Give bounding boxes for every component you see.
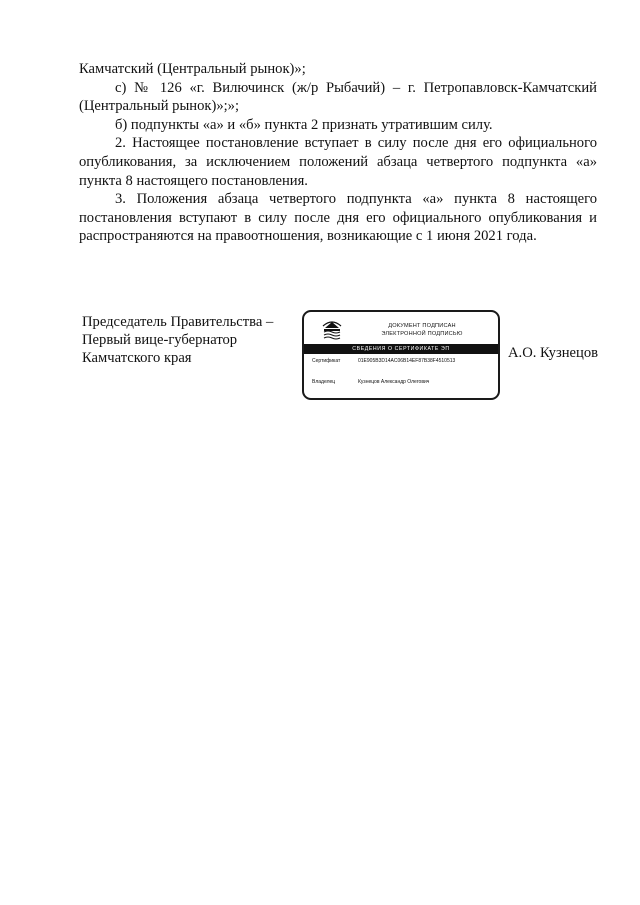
owner-value: Кузнецов Александр Олегович xyxy=(358,379,430,385)
paragraph-clause-2: 2. Настоящее постановление вступает в силу после дня его официального опубликования, за исключением положений абзаца четвертого подпункта «а» пункта 8 настоящего постановления. xyxy=(79,135,597,189)
certificate-label: Сертификат xyxy=(312,358,341,364)
stamp-certificate-header: СВЕДЕНИЯ О СЕРТИФИКАТЕ ЭП xyxy=(304,344,498,354)
stamp-title-line: ЭЛЕКТРОННОЙ ПОДПИСЬЮ xyxy=(381,331,463,337)
stamp-owner-row xyxy=(312,379,429,385)
owner-label: Владелец xyxy=(312,379,336,385)
signer-title-line: Камчатского края xyxy=(82,350,192,366)
paragraph-item-c: с) № 126 «г. Вилючинск (ж/р Рыбачий) – г. Петропавловск-Камчатский (Центральный рынок)»;»; xyxy=(79,79,597,115)
paragraph-item-b: б) подпункты «а» и «б» пункта 2 признать утратившим силу. xyxy=(115,116,493,133)
signer-name: А.О. Кузнецов xyxy=(508,345,599,361)
signer-title-line: Первый вице-губернатор xyxy=(82,332,238,348)
signer-title xyxy=(82,313,273,367)
paragraph-clause-3: 3. Положения абзаца четвертого подпункта «а» пункта 8 настоящего постановления вступают в силу после дня его официального опубликования и распространяются на правоотношения, возникающие с 1 июня 2021 года. xyxy=(79,191,597,245)
paragraph-continuation: Камчатский (Центральный рынок)»; xyxy=(79,61,306,77)
signer-title-line: Председатель Правительства – xyxy=(82,314,274,330)
coat-of-arms-icon xyxy=(320,318,344,344)
electronic-signature-stamp xyxy=(302,310,500,400)
stamp-certificate-row xyxy=(312,358,455,364)
stamp-title xyxy=(348,322,496,338)
document-body xyxy=(79,60,597,246)
stamp-title-line: ДОКУМЕНТ ПОДПИСАН xyxy=(388,323,456,329)
certificate-value: 01E905B3D14AC06B14EF87B38F4510513 xyxy=(358,358,456,364)
